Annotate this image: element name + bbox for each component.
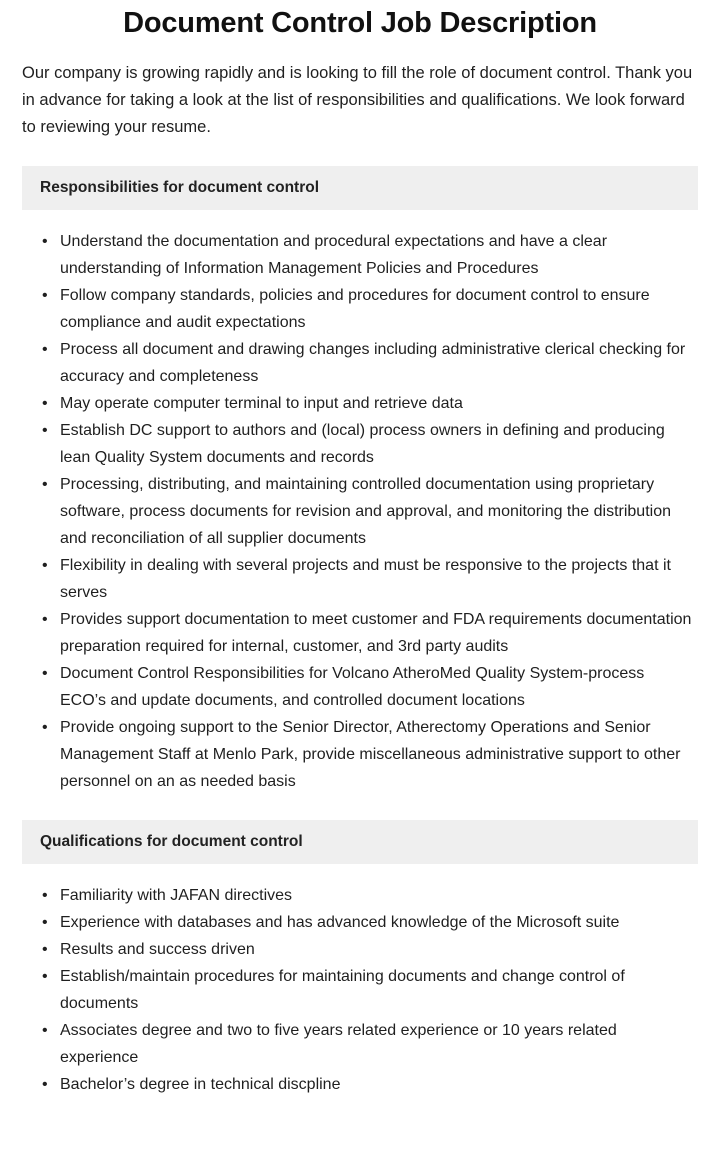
- list-item: • Understand the documentation and procedural expectations and have a clear understanding of Information Management Policies and Procedures: [60, 228, 698, 282]
- list-item: • Document Control Responsibilities for Volcano AtheroMed Quality System-process ECO’s and update documents, and controlled document locations: [60, 660, 698, 714]
- list-item: • Flexibility in dealing with several projects and must be responsive to the projects that it serves: [60, 552, 698, 606]
- list-item: • Provides support documentation to meet customer and FDA requirements documentation preparation required for internal, customer, and 3rd party audits: [60, 606, 698, 660]
- qualifications-list: [22, 882, 698, 1098]
- list-item: • Process all document and drawing changes including administrative clerical checking for accuracy and completeness: [60, 336, 698, 390]
- list-item: • Associates degree and two to five years related experience or 10 years related experience: [60, 1017, 698, 1071]
- list-item: • Processing, distributing, and maintaining controlled documentation using proprietary software, process documents for revision and approval, and monitoring the distribution and reconciliation of all supplier documents: [60, 471, 698, 552]
- qualifications-section: [22, 820, 698, 1098]
- list-item: • Establish/maintain procedures for maintaining documents and change control of documents: [60, 963, 698, 1017]
- responsibilities-list: [22, 228, 698, 795]
- qualifications-heading: Qualifications for document control: [22, 820, 698, 864]
- list-item: • Bachelor’s degree in technical discpline: [60, 1071, 698, 1098]
- page-title: Document Control Job Description: [123, 7, 597, 39]
- list-item: • Provide ongoing support to the Senior Director, Atherectomy Operations and Senior Management Staff at Menlo Park, provide miscellaneous administrative support to other personnel on an as needed basis: [60, 714, 698, 795]
- responsibilities-section: [22, 166, 698, 795]
- list-item: • Follow company standards, policies and procedures for document control to ensure compliance and audit expectations: [60, 282, 698, 336]
- list-item: • Experience with databases and has advanced knowledge of the Microsoft suite: [60, 909, 698, 936]
- list-item: • Results and success driven: [60, 936, 698, 963]
- job-description-page: [0, 6, 720, 1106]
- list-item: • Establish DC support to authors and (local) process owners in defining and producing lean Quality System documents and records: [60, 417, 698, 471]
- responsibilities-heading: Responsibilities for document control: [22, 166, 698, 210]
- list-item: • Familiarity with JAFAN directives: [60, 882, 698, 909]
- list-item: • May operate computer terminal to input and retrieve data: [60, 390, 698, 417]
- intro-paragraph: Our company is growing rapidly and is looking to fill the role of document control. Thank you in advance for taking a look at the list of responsibilities and qualifications. We look forward to reviewing your resume.: [22, 64, 693, 136]
